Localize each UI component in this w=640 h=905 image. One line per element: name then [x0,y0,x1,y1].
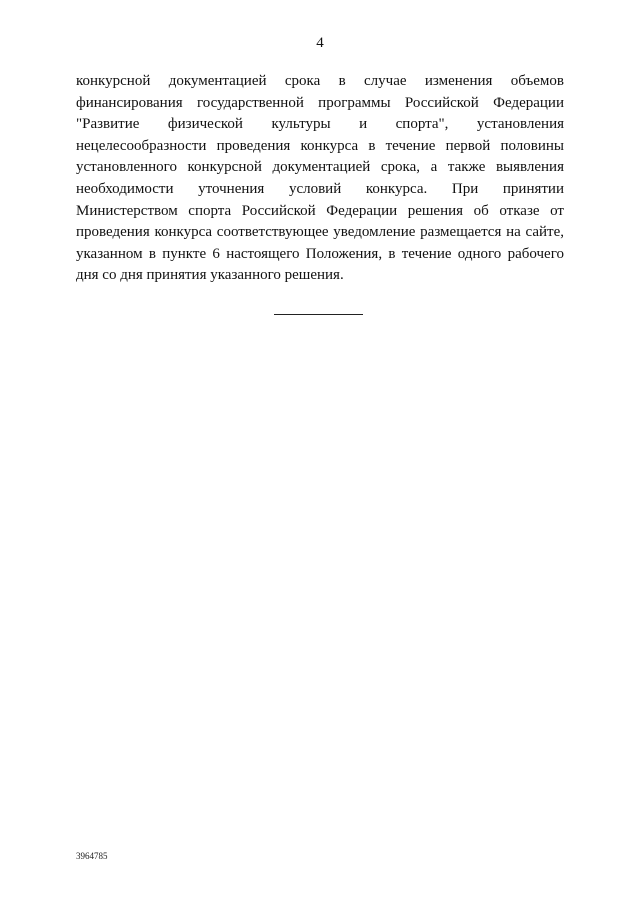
document-code: 3964785 [76,851,108,861]
paragraph-line: проведения конкурса соответствующее уведомление размещается на сайте, [76,224,564,241]
paragraph-line: нецелесообразности проведения конкурса в течение первой половины [76,137,564,154]
page-number: 4 [316,35,324,51]
paragraph-line: финансирования государственной программы Российской Федерации [76,94,564,111]
paragraph-line: "Развитие физической культуры и спорта", установления [76,116,564,133]
paragraph-last-line: дня со дня принятия указанного решения. [76,267,344,284]
paragraph-line: Министерством спорта Российской Федерации решения об отказе от [76,202,564,219]
end-separator-line [274,314,363,315]
paragraph [76,71,564,287]
paragraph-line: установленного конкурсной документацией срока, а также выявления [76,159,564,176]
paragraph-line: необходимости уточнения условий конкурса. При принятии [76,180,564,197]
paragraph-line: конкурсной документацией срока в случае изменения объемов [76,73,564,89]
paragraph-line: указанном в пункте 6 настоящего Положения, в течение одного рабочего [76,245,564,262]
